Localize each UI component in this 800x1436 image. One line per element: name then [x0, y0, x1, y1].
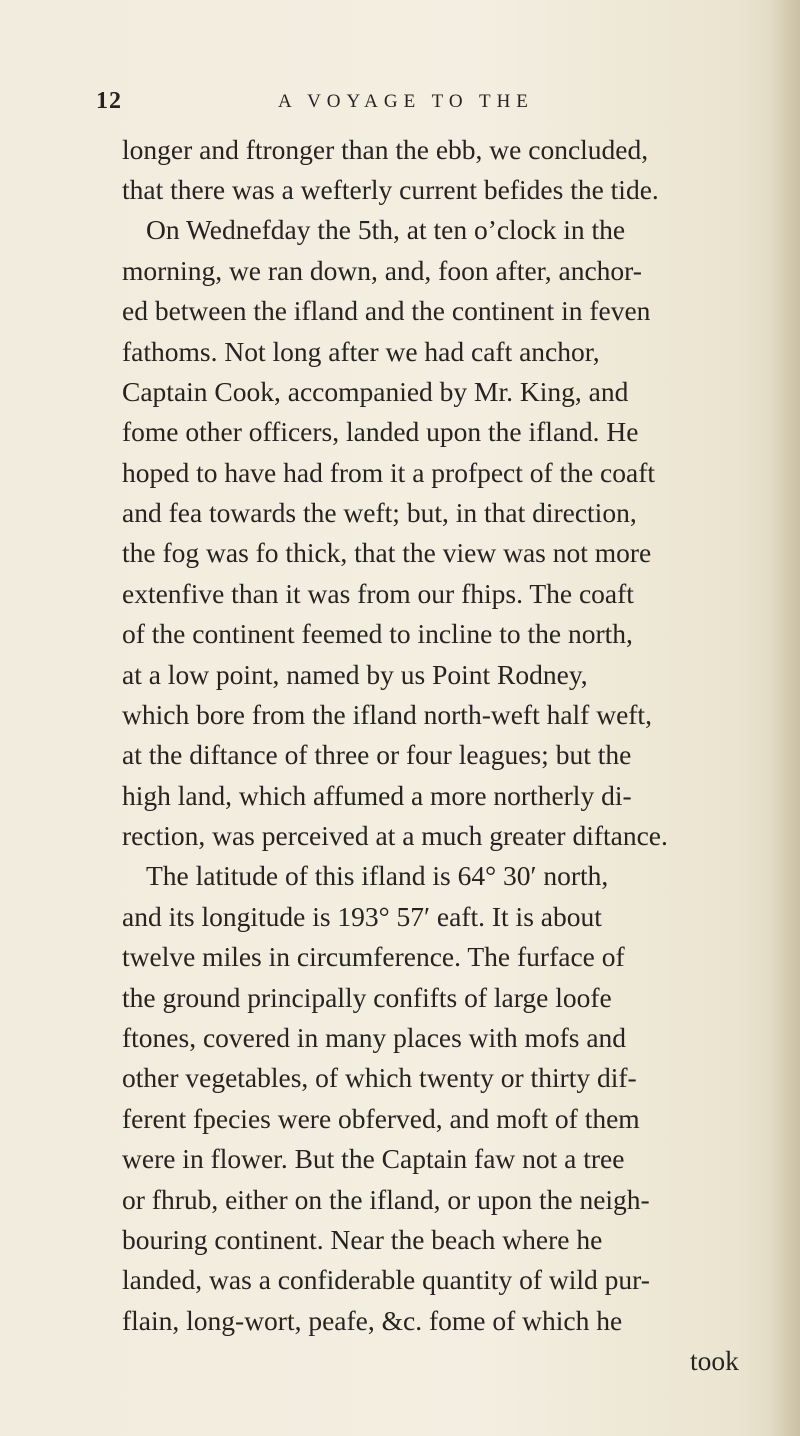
page-edge-shadow [770, 0, 800, 1436]
text-line: extenfive than it was from our fhips. The coaft [122, 578, 634, 609]
text-line: longer and ftronger than the ebb, we concluded, [122, 134, 649, 165]
text-line: fome other officers, landed upon the ifland. He [122, 416, 639, 447]
text-line: The latitude of this ifland is 64° 30′ north, [146, 860, 609, 891]
text-line: at a low point, named by us Point Rodney, [122, 659, 588, 690]
running-head: A VOYAGE TO THE [278, 91, 534, 112]
text-line: the fog was fo thick, that the view was not more [122, 537, 652, 568]
text-line: were in flower. But the Captain faw not a tree [122, 1143, 625, 1174]
text-line: ferent fpecies were obferved, and moft of them [122, 1103, 640, 1134]
text-line: and fea towards the weft; but, in that direction, [122, 497, 637, 528]
text-line: ftones, covered in many places with mofs and [122, 1022, 627, 1053]
text-line: morning, we ran down, and, foon after, anchor- [122, 255, 642, 286]
text-line: bouring continent. Near the beach where he [122, 1224, 603, 1255]
text-line: fathoms. Not long after we had caft anchor, [122, 336, 600, 367]
text-line: and its longitude is 193° 57′ eaft. It is about [122, 901, 602, 932]
page-number: 12 [96, 88, 122, 114]
text-line: which bore from the ifland north-weft half weft, [122, 699, 652, 730]
text-line: rection, was perceived at a much greater diftance. [122, 820, 668, 851]
text-line: landed, was a confiderable quantity of wild pur- [122, 1264, 650, 1295]
text-line: ed between the ifland and the continent in feven [122, 295, 651, 326]
text-line: of the continent feemed to incline to the north, [122, 618, 633, 649]
text-line: at the diftance of three or four leagues; but the [122, 739, 632, 770]
text-line: twelve miles in circumference. The furface of [122, 941, 625, 972]
text-line: other vegetables, of which twenty or thirty dif- [122, 1062, 637, 1093]
text-line: flain, long-wort, peafe, &c. fome of which he [122, 1305, 623, 1336]
catchword: took [690, 1345, 739, 1376]
text-line: that there was a wefterly current befides the tide. [122, 174, 659, 205]
text-line: hoped to have had from it a profpect of the coaft [122, 457, 655, 488]
text-line: Captain Cook, accompanied by Mr. King, and [122, 376, 629, 407]
text-line: or fhrub, either on the ifland, or upon the neigh- [122, 1184, 650, 1215]
text-line: high land, which affumed a more northerly di- [122, 780, 632, 811]
text-line: the ground principally confifts of large loofe [122, 982, 612, 1013]
text-line: On Wednefday the 5th, at ten o’clock in the [146, 214, 626, 245]
